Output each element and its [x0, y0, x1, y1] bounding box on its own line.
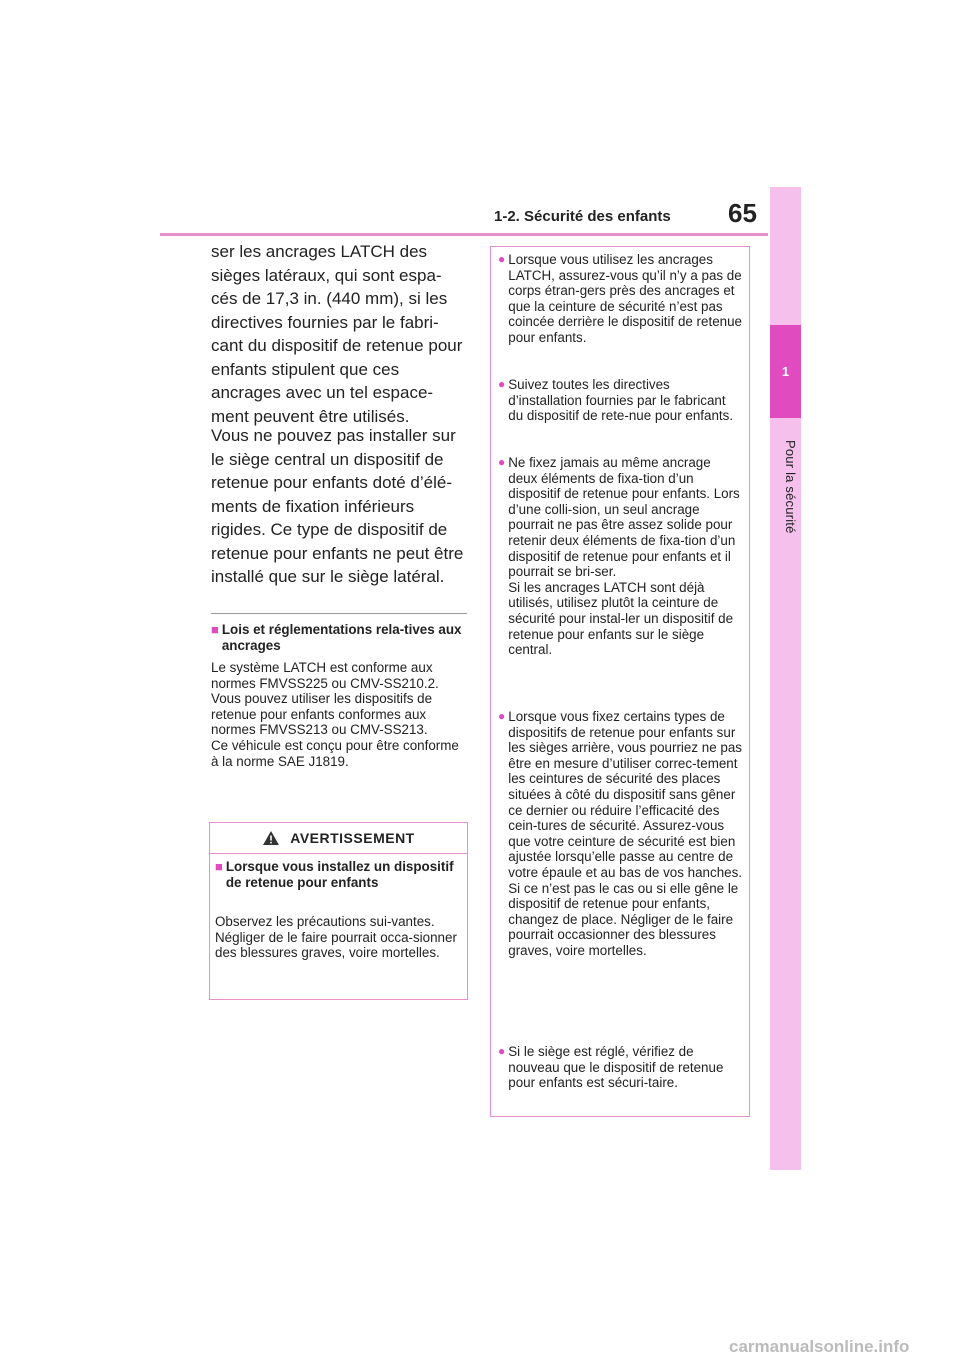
warning-text: Observez les précautions sui-vantes. Négliger de le faire pourrait occa-sionner des blessures graves, voire mortelles. — [215, 914, 457, 961]
warning-subheading-text: Lorsque vous installez un dispositif de retenue pour enfants — [225, 859, 454, 890]
circle-bullet-icon: ● — [498, 377, 506, 391]
header-rule — [160, 233, 768, 236]
circle-bullet-icon: ● — [498, 709, 506, 723]
section-title: 1-2. Sécurité des enfants — [494, 208, 671, 225]
square-bullet-icon: ■ — [211, 622, 219, 637]
page-number: 65 — [728, 198, 757, 228]
circle-bullet-icon: ● — [498, 252, 506, 266]
list-item: ● Ne fixez jamais au même ancrage deux éléments de fixa-tion d’un dispositif de retenue pour enfants. Lors d’une colli-sion, un seul ancrage pourrait ne pas être assez solide pour retenir deux éléments de fixa-tion d’un dispositif de retenue pour enfants et il pourrait se bri-ser. Si les ancrages LATCH sont déjà utilisés, utilisez plutôt la ceinture de sécurité pour instal-ler un dispositif de retenue pour enfants sur le siège central. — [498, 455, 740, 658]
warning-triangle-icon — [262, 830, 280, 846]
chapter-number: 1 — [770, 325, 801, 418]
warning-box — [209, 822, 468, 1000]
body-paragraph-2: Vous ne pouvez pas installer sur le siège central un dispositif de retenue pour enfants doté d’élé-ments de fixation inférieurs rigides. Ce type de dispositif de retenue pour enfants ne peut être installé que sur le siège latéral. — [211, 426, 464, 586]
square-bullet-icon: ■ — [215, 859, 223, 874]
circle-bullet-icon: ● — [498, 1044, 506, 1058]
warning-subheading — [215, 859, 460, 890]
precautions-box — [490, 246, 750, 1117]
laws-heading-text: Lois et réglementations rela-tives aux ancrages — [221, 622, 462, 653]
list-item: ● Lorsque vous fixez certains types de dispositifs de retenue pour enfants sur les sièges arrière, vous pourriez ne pas être en mesure d’utiliser correc-tement les ceintures de sécurité des places situées à côté du dispositif sans gêner ce dernier ou réduire l’efficacité des cein-tures de sécurité. Assurez-vous que votre ceinture de sécurité est bien ajustée lorsqu’elle passe au centre de votre épaule et au bas de vos hanches. Si ce n’est pas le cas ou si elle gêne le dispositif de retenue pour enfants, changez de place. Négliger de le faire pourrait occasionner des blessures graves, voire mortelles. — [498, 709, 743, 958]
laws-text: Le système LATCH est conforme aux normes FMVSS225 ou CMV-SS210.2. Vous pouvez utiliser les dispositifs de retenue pour enfants conformes aux normes FMVSS213 ou CMV-SS213. Ce véhicule est conçu pour être conforme à la norme SAE J1819. — [211, 660, 459, 769]
warning-title: AVERTISSEMENT — [290, 830, 415, 846]
chapter-label: Pour la sécurité — [783, 440, 798, 534]
section-divider — [211, 613, 467, 614]
list-item: ● Lorsque vous utilisez les ancrages LATCH, assurez-vous qu’il n’y a pas de corps étran-gers près des ancrages et que la ceinture de sécurité n’est pas coincée derrière le dispositif de retenue pour enfants. — [498, 252, 742, 345]
list-item: ● Si le siège est réglé, vérifiez de nouveau que le dispositif de retenue pour enfants est sécuri-taire. — [498, 1044, 724, 1091]
laws-heading — [211, 622, 467, 653]
warning-header — [210, 823, 467, 854]
list-item: ● Suivez toutes les directives d’installation fournies par le fabricant du dispositif de rete-nue pour enfants. — [498, 377, 734, 424]
watermark: carmanualsonline.info — [729, 1337, 910, 1356]
body-paragraph-1: ser les ancrages LATCH des sièges latéraux, qui sont espa-cés de 17,3 in. (440 mm), si les directives fournies par le fabri-cant du dispositif de retenue pour enfants stipulent que ces ancrages avec un tel espace-ment peuvent être utilisés. — [211, 242, 463, 426]
circle-bullet-icon: ● — [498, 455, 506, 469]
